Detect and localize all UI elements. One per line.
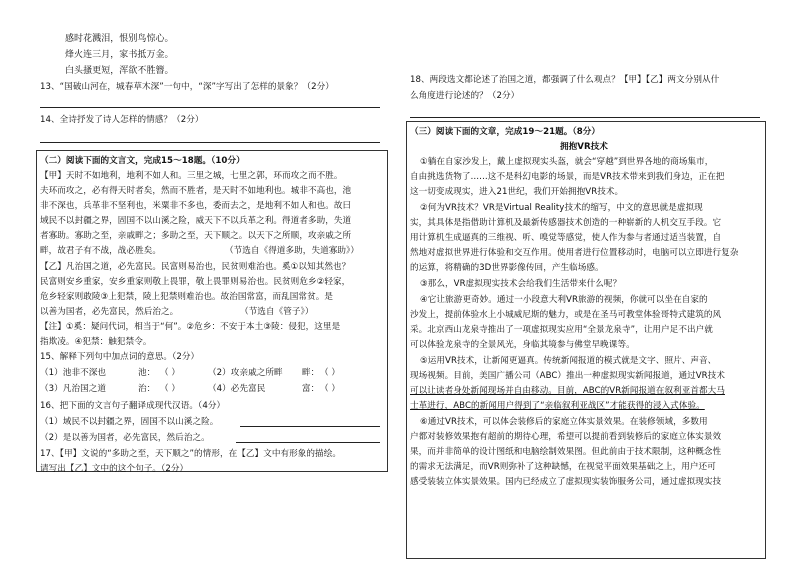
article-line: ①躺在自家沙发上，戴上虚拟现实头盔，就会“穿越”到世界各地的商场集市， [420, 157, 714, 167]
note-line: 指欺凌。④犯禁：触犯禁令。 [40, 337, 152, 347]
article-line: 沙发上，提前体验水上小城威尼斯的魅力，或是在圣马可教堂体验哥特式建筑的风 [410, 310, 722, 320]
q15-blank-4[interactable]: （ ） [320, 384, 341, 394]
question-16: 16、把下面的文言句子翻译成现代汉语。（4分） [40, 401, 226, 411]
q16-item-2: （2）是以善为国者，必先富民，然后治之。 [40, 433, 210, 443]
jia-line: 域民不以封疆之界，固国不以山溪之险，威天下不以兵革之利。得道者多助，失道 [40, 216, 352, 226]
yi-line: 以善为国者，必先富民，然后治之。 [40, 307, 179, 317]
article-line: ④它让旅游更奇妙。通过一小段意大利VR旅游的视频，你就可以坐在自家的 [420, 295, 708, 305]
answer-line-14[interactable] [40, 142, 380, 143]
q15-item-2: （2）攻亲戚之所畔 [208, 368, 283, 378]
article-line: 然地对虚拟世界进行体验和交互作用。使用者进行位置移动时，电脑可以立即进行复杂 [410, 248, 739, 258]
q15-blank-3[interactable]: （ ） [160, 384, 181, 394]
poem-line-1: 感时花溅泪，恨别鸟惊心。 [65, 34, 174, 44]
poem-line-2: 烽火连三月，家书抵万金。 [65, 50, 174, 60]
jia-line: 畔，故君子有不战，战必胜矣。 [40, 246, 162, 256]
section-2-heading: （二）阅读下面的文言文，完成15～18题。（10分） [40, 156, 245, 166]
article-line: 实，其具体是指借助计算机及最新传感器技术创造的一种崭新的人机交互手段。它 [410, 218, 722, 228]
q15-word-1: 池： [138, 368, 156, 378]
jia-line: 【甲】天时不如地利，地利不如人和。三里之城，七里之郭，环而攻之而不胜。 [40, 171, 343, 181]
answer-line-16-2[interactable] [236, 442, 380, 443]
article-title: 拥抱VR技术 [560, 142, 608, 152]
jia-line: 夫环而攻之，必有得天时者矣，然而不胜者，是天时不如地利也。城非不高也，池 [40, 186, 352, 196]
q16-item-1: （1）域民不以封疆之界，固国不以山溪之险。 [40, 417, 219, 427]
article-line: 可以体验龙泉寺的全景风光，身临其境参与佛堂早晚课等。 [410, 340, 635, 350]
article-line: 自由挑选货物了……这不是科幻电影的场景，而是VR技术带来到我们身边，正在把 [410, 172, 725, 182]
yi-line: 民富则安乡重家，安乡重家则敬上畏罪，敬上畏罪则易治也。民贫则危乡②轻家， [40, 277, 351, 287]
question-18-line-1: 18、两段选文都论述了治国之道，都强调了什么观点？【甲】【乙】两文分别从什 [410, 75, 720, 85]
article-line: 这一切变成现实，进入21世纪，我们开始拥抱VR技术。 [410, 187, 624, 197]
article-line: 户都对装修效果抱有超前的期待心理，希望可以提前看到装修后的家庭立体实景效 [410, 432, 722, 442]
article-line: 现场视频。目前，美国广播公司（ABC）推出一种虚拟现实新闻报道，通过VR技术 [410, 371, 725, 381]
article-line: ⑤运用VR技术，让新闻更逼真。传统新闻报道的模式就是文字、照片、声音、 [420, 356, 717, 366]
article-line: ⑥通过VR技术，可以体会装修后的家庭立体实景效果。在装修领域，多数用 [420, 417, 708, 427]
poem-line-3: 白头搔更短，浑欲不胜簪。 [65, 66, 174, 76]
question-15: 15、解释下列句中加点词的意思。（2分） [40, 352, 200, 362]
question-14: 14、全诗抒发了诗人怎样的情感？（2分） [40, 115, 204, 125]
answer-line-16-1[interactable] [240, 426, 380, 427]
q15-blank-1[interactable]: （ ） [160, 368, 181, 378]
article-line-underlined: 士革进行，ABC的新闻用户得到了“亲临叙利亚战区”才能获得的浸入式体验。 [410, 401, 705, 411]
jia-source: （节选自《得道多助，失道寡助》） [225, 246, 360, 256]
article-line: ③那么，VR虚拟现实技术会给我们生活带来什么呢？ [420, 279, 622, 289]
q15-item-1: （1）池非不深也 [40, 368, 107, 378]
q15-blank-2[interactable]: （ ） [320, 368, 341, 378]
answer-line-18[interactable] [410, 117, 760, 118]
question-18-line-2: 么角度进行论述的？（2分） [410, 91, 520, 101]
note-line: 【注】①奚：疑问代词，相当于“何”。②危乡：不安于本土③陵：侵犯，这里是 [40, 322, 341, 332]
q15-item-3: （3）凡治国之道 [40, 384, 107, 394]
article-line: 的运算，将精确的3D世界影像传回，产生临场感。 [410, 263, 604, 273]
q15-word-3: 治： [138, 384, 156, 394]
question-13: 13、“国破山河在，城春草木深”一句中，“深”字写出了怎样的景象？（2分） [40, 82, 334, 92]
article-line: 果，而并非简单的设计图纸和电脑绘制效果图。但此前由于技术限制，这种概念性 [410, 447, 722, 457]
q15-word-4: 富： [302, 384, 320, 394]
jia-line: 者寡助。寡助之至，亲戚畔之；多助之至，天下顺之。以天下之所顺，攻亲戚之所 [40, 231, 352, 241]
article-line: 感受装装立体实景效果。国内已经成立了虚拟现实装饰服务公司，通过虚拟现实技 [410, 477, 722, 487]
answer-line-13[interactable] [40, 107, 380, 108]
article-line: 采。北京西山龙泉寺推出了一项虚拟现实应用“全景龙泉寺”，让用户足不出户就 [410, 325, 713, 335]
article-line: 用计算机生成逼真的三维视、听、嗅觉等感觉，使人作为参与者通过适当装置，自 [410, 233, 722, 243]
question-17-line-1: 17、【甲】文说的“多助之至，天下顺之”的情形，在【乙】文中有形象的描绘。 [40, 449, 341, 459]
question-17-line-2: 请写出【乙】文中的这个句子。（2分） [40, 464, 189, 474]
jia-line: 非不深也，兵革非不坚利也，米粟非不多也，委而去之，是地利不如人和也。故曰 [40, 201, 352, 211]
article-line: 的需求无法满足，而VR则弥补了这种缺憾，在视觉平面效果基础之上，用户还可 [410, 462, 716, 472]
yi-line: 【乙】凡治国之道，必先富民。民富则易治也，民贫则难治也。奚①以知其然也？ [40, 262, 351, 272]
section-3-heading: （三）阅读下面的文章，完成19～21题。（8分） [410, 127, 601, 137]
q15-word-2: 畔： [302, 368, 320, 378]
yi-source: （节选自《管子》） [240, 307, 314, 317]
article-line: ②何为VR技术？VR是Virtual Reality技术的缩写，中文的意思就是虚拟现 [420, 203, 703, 213]
yi-line: 危乡轻家则敢陵③上犯禁，陵上犯禁则难治也。故治国常富，而乱国常贫。是 [40, 292, 333, 302]
article-line-underlined: 可以让读者身处新闻现场并自由移动。目前，ABC的VR新闻报道在叙利亚首都大马 [410, 386, 725, 396]
q15-item-4: （4）必先富民 [208, 384, 266, 394]
